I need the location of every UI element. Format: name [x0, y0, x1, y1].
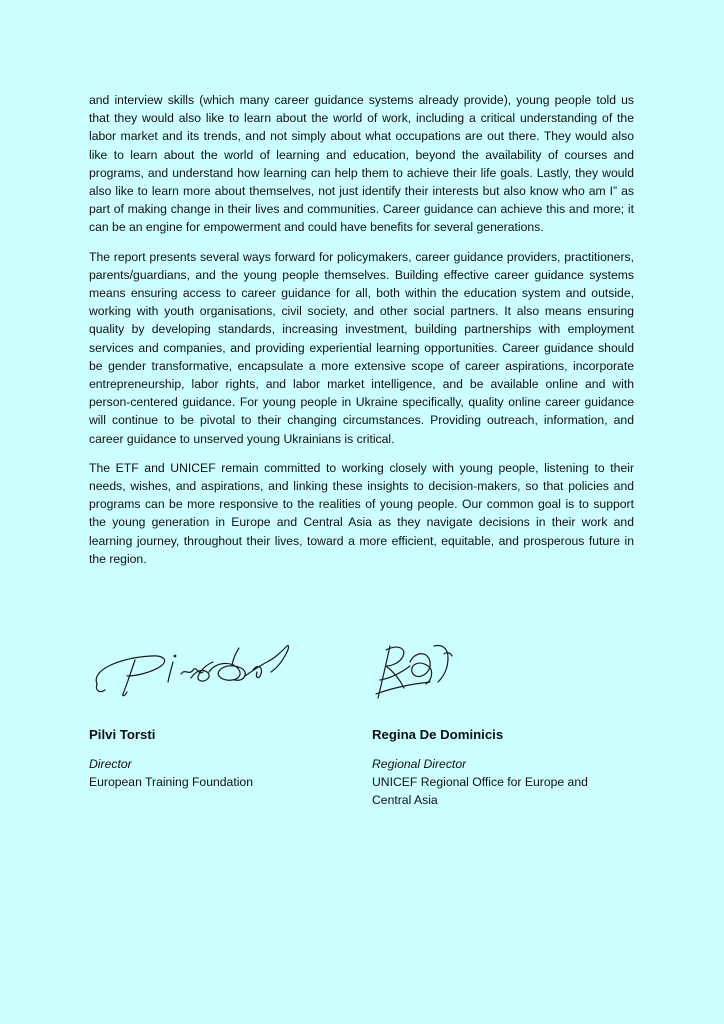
signatory-unicef	[372, 632, 622, 809]
signatory-etf	[89, 632, 339, 791]
paragraph-1: and interview skills (which many career guidance systems already provide), young people told us that they would also like to learn about the world of work, including a critical understanding of the labor market and its trends, and not simply about what occupations are out there. They would also like to learn about the world of learning and education, beyond the availability of courses and programs, and understand how learning can help them to achieve their life goals. Lastly, they would also like to learn more about themselves, not just identify their interests but also know who am I” as part of making change in their lives and communities. Career guidance can achieve this and more; it can be an engine for empowerment and could have benefits for several generations.	[89, 93, 634, 235]
letter-body	[89, 91, 634, 579]
signature-regina-de-dominicis	[372, 632, 482, 712]
signatory-name: Pilvi Torsti	[89, 727, 156, 742]
signature-section	[0, 632, 724, 832]
signature-pilvi-torsti	[89, 632, 299, 712]
signatory-title: Regional Director	[372, 757, 467, 771]
signatory-organization: UNICEF Regional Office for Europe and Central Asia	[372, 775, 588, 807]
paragraph-2: The report presents several ways forward for policymakers, career guidance providers, practitioners, parents/guardians, and the young people themselves. Building effective career guidance systems means ensuring access to career guidance for all, both within the education system and outside, working with youth organisations, civil society, and other social partners. It also means ensuring quality by developing standards, increasing investment, building partnerships with employment services and companies, and providing experiential learning opportunities. Career guidance should be gender transformative, encapsulate a more extensive scope of career aspirations, incorporate entrepreneurship, labor rights, and labor market intelligence, and be available online and with person-centered guidance. For young people in Ukraine specifically, quality online career guidance will continue to be pivotal to their changing circumstances. Providing outreach, information, and career guidance to unserved young Ukrainians is critical.	[89, 249, 634, 446]
signatory-organization: European Training Foundation	[89, 775, 253, 789]
signatory-title: Director	[89, 757, 132, 771]
signatory-name: Regina De Dominicis	[372, 727, 504, 742]
paragraph-3: The ETF and UNICEF remain committed to working closely with young people, listening to their needs, wishes, and aspirations, and linking these insights to decision-makers, so that policies and programs can be more responsive to the realities of young people. Our common goal is to support the young generation in Europe and Central Asia as they navigate decisions in their work and learning journey, throughout their lives, toward a more efficient, equitable, and prosperous future in the region.	[89, 460, 634, 566]
